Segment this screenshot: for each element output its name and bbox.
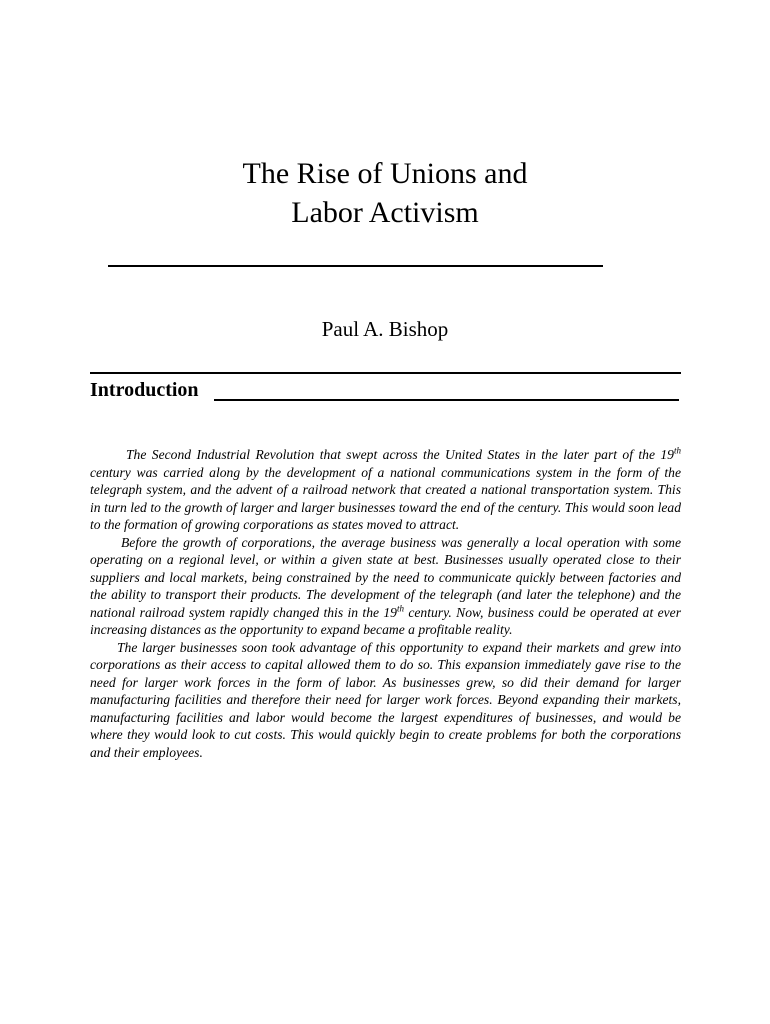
body-text bbox=[90, 446, 681, 761]
title-divider bbox=[108, 265, 603, 267]
section-heading: Introduction bbox=[90, 379, 199, 401]
paragraph-1-part-a: The Second Industrial Revolution that swept across the United States in the later part of the 19 bbox=[126, 447, 674, 462]
document-title-line-2: Labor Activism bbox=[291, 196, 479, 229]
section-heading-underline bbox=[214, 399, 679, 401]
ordinal-suffix: th bbox=[673, 445, 681, 456]
author-name: Paul A. Bishop bbox=[321, 317, 449, 341]
section-top-rule bbox=[90, 372, 681, 374]
paragraph-1 bbox=[90, 446, 681, 534]
paragraph-1-part-b: century was carried along by the development of a national communications system in the form of the telegraph system, and the advent of a railroad network that created a national transportation system. This in turn led to the growth of larger and larger businesses toward the end of the century. This would soon lead to the formation of growing corporations as states moved to attract. bbox=[90, 464, 681, 532]
document-title-line-1: The Rise of Unions and bbox=[242, 157, 528, 190]
paragraph-2-part-b: century. Now, business could be operated at ever increasing distances as the opportunity to expand became a profitable reality. bbox=[90, 604, 681, 637]
ordinal-suffix: th bbox=[396, 602, 404, 613]
paragraph-3: The larger businesses soon took advantage of this opportunity to expand their markets and grew into corporations as their access to capital allowed them to do so. This expansion immediately gave rise to the need for larger work forces in the form of labor. As businesses grew, so did their demand for larger manufacturing facilities and therefore their need for larger work forces. Beyond expanding their markets, manufacturing facilities and labor would become the largest expenditures of businesses, and would be where they would look to cut costs. This would quickly begin to create problems for both the corporations and their employees. bbox=[90, 639, 681, 760]
paragraph-2-part-a: Before the growth of corporations, the average business was generally a local operation with some operating on a regional level, or within a given state at best. Businesses usually operated close to their suppliers and local markets, being constrained by the need to communicate quickly between factories and the ability to transport their products. The development of the telegraph (and later the telephone) and the national railroad system rapidly changed this in the 19 bbox=[90, 534, 681, 620]
paragraph-2 bbox=[90, 534, 681, 639]
